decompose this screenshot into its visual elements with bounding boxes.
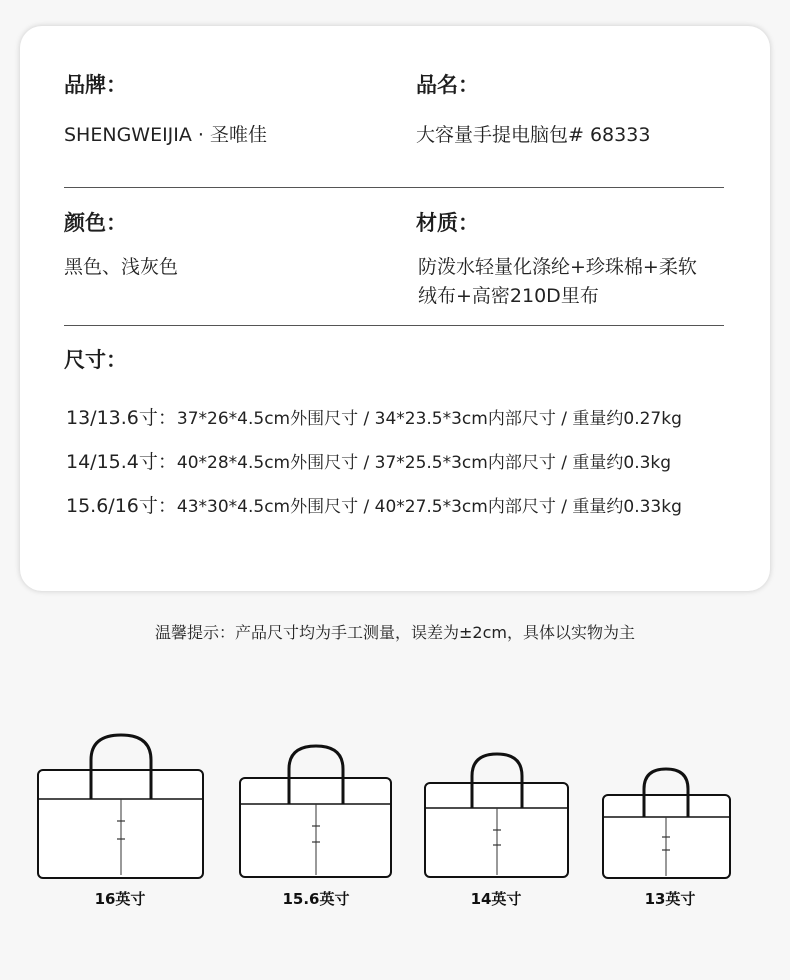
product-name-label: 品名： [416,73,479,97]
product-name-value: 大容量手提电脑包# 68333 [416,124,651,146]
bag-13-label: 13英寸 [644,890,696,908]
size-row-name: 13/13.6寸： [66,407,177,429]
color-value: 黑色、浅灰色 [64,256,179,278]
size-row [66,403,682,430]
bag-13-illustration [602,767,732,879]
divider-bottom [64,325,724,326]
size-label: 尺寸： [64,348,127,372]
size-row-name: 14/15.4寸： [66,451,177,473]
size-row-detail: 43*30*4.5cm外围尺寸 / 40*27.5*3cm内部尺寸 / 重量约0.33kg [176,497,682,517]
size-row [66,491,682,518]
size-row-detail: 37*26*4.5cm外围尺寸 / 34*23.5*3cm内部尺寸 / 重量约0.27kg [176,409,682,429]
material-value-line1: 防泼水轻量化涤纶+珍珠棉+柔软 [418,256,697,278]
bag-16-label: 16英寸 [94,890,146,908]
size-row-detail: 40*28*4.5cm外围尺寸 / 37*25.5*3cm内部尺寸 / 重量约0.3kg [176,453,672,473]
bag-14-illustration [424,752,570,878]
material-label: 材质： [416,211,479,235]
divider-top [64,187,724,188]
size-row-name: 15.6/16寸： [66,495,177,517]
color-label: 颜色： [64,211,127,235]
material-value-line2: 绒布+高密210D里布 [418,285,599,307]
brand-value: SHENGWEIJIA · 圣唯佳 [64,124,268,146]
brand-label: 品牌： [64,73,127,97]
bag-15-6-label: 15.6英寸 [282,890,350,908]
bag-16-illustration [37,733,205,879]
measurement-tip: 温馨提示：产品尺寸均为手工测量，误差为±2cm，具体以实物为主 [155,623,635,642]
bag-15-6-illustration [239,744,393,878]
bag-14-label: 14英寸 [470,890,522,908]
size-row [66,447,671,474]
